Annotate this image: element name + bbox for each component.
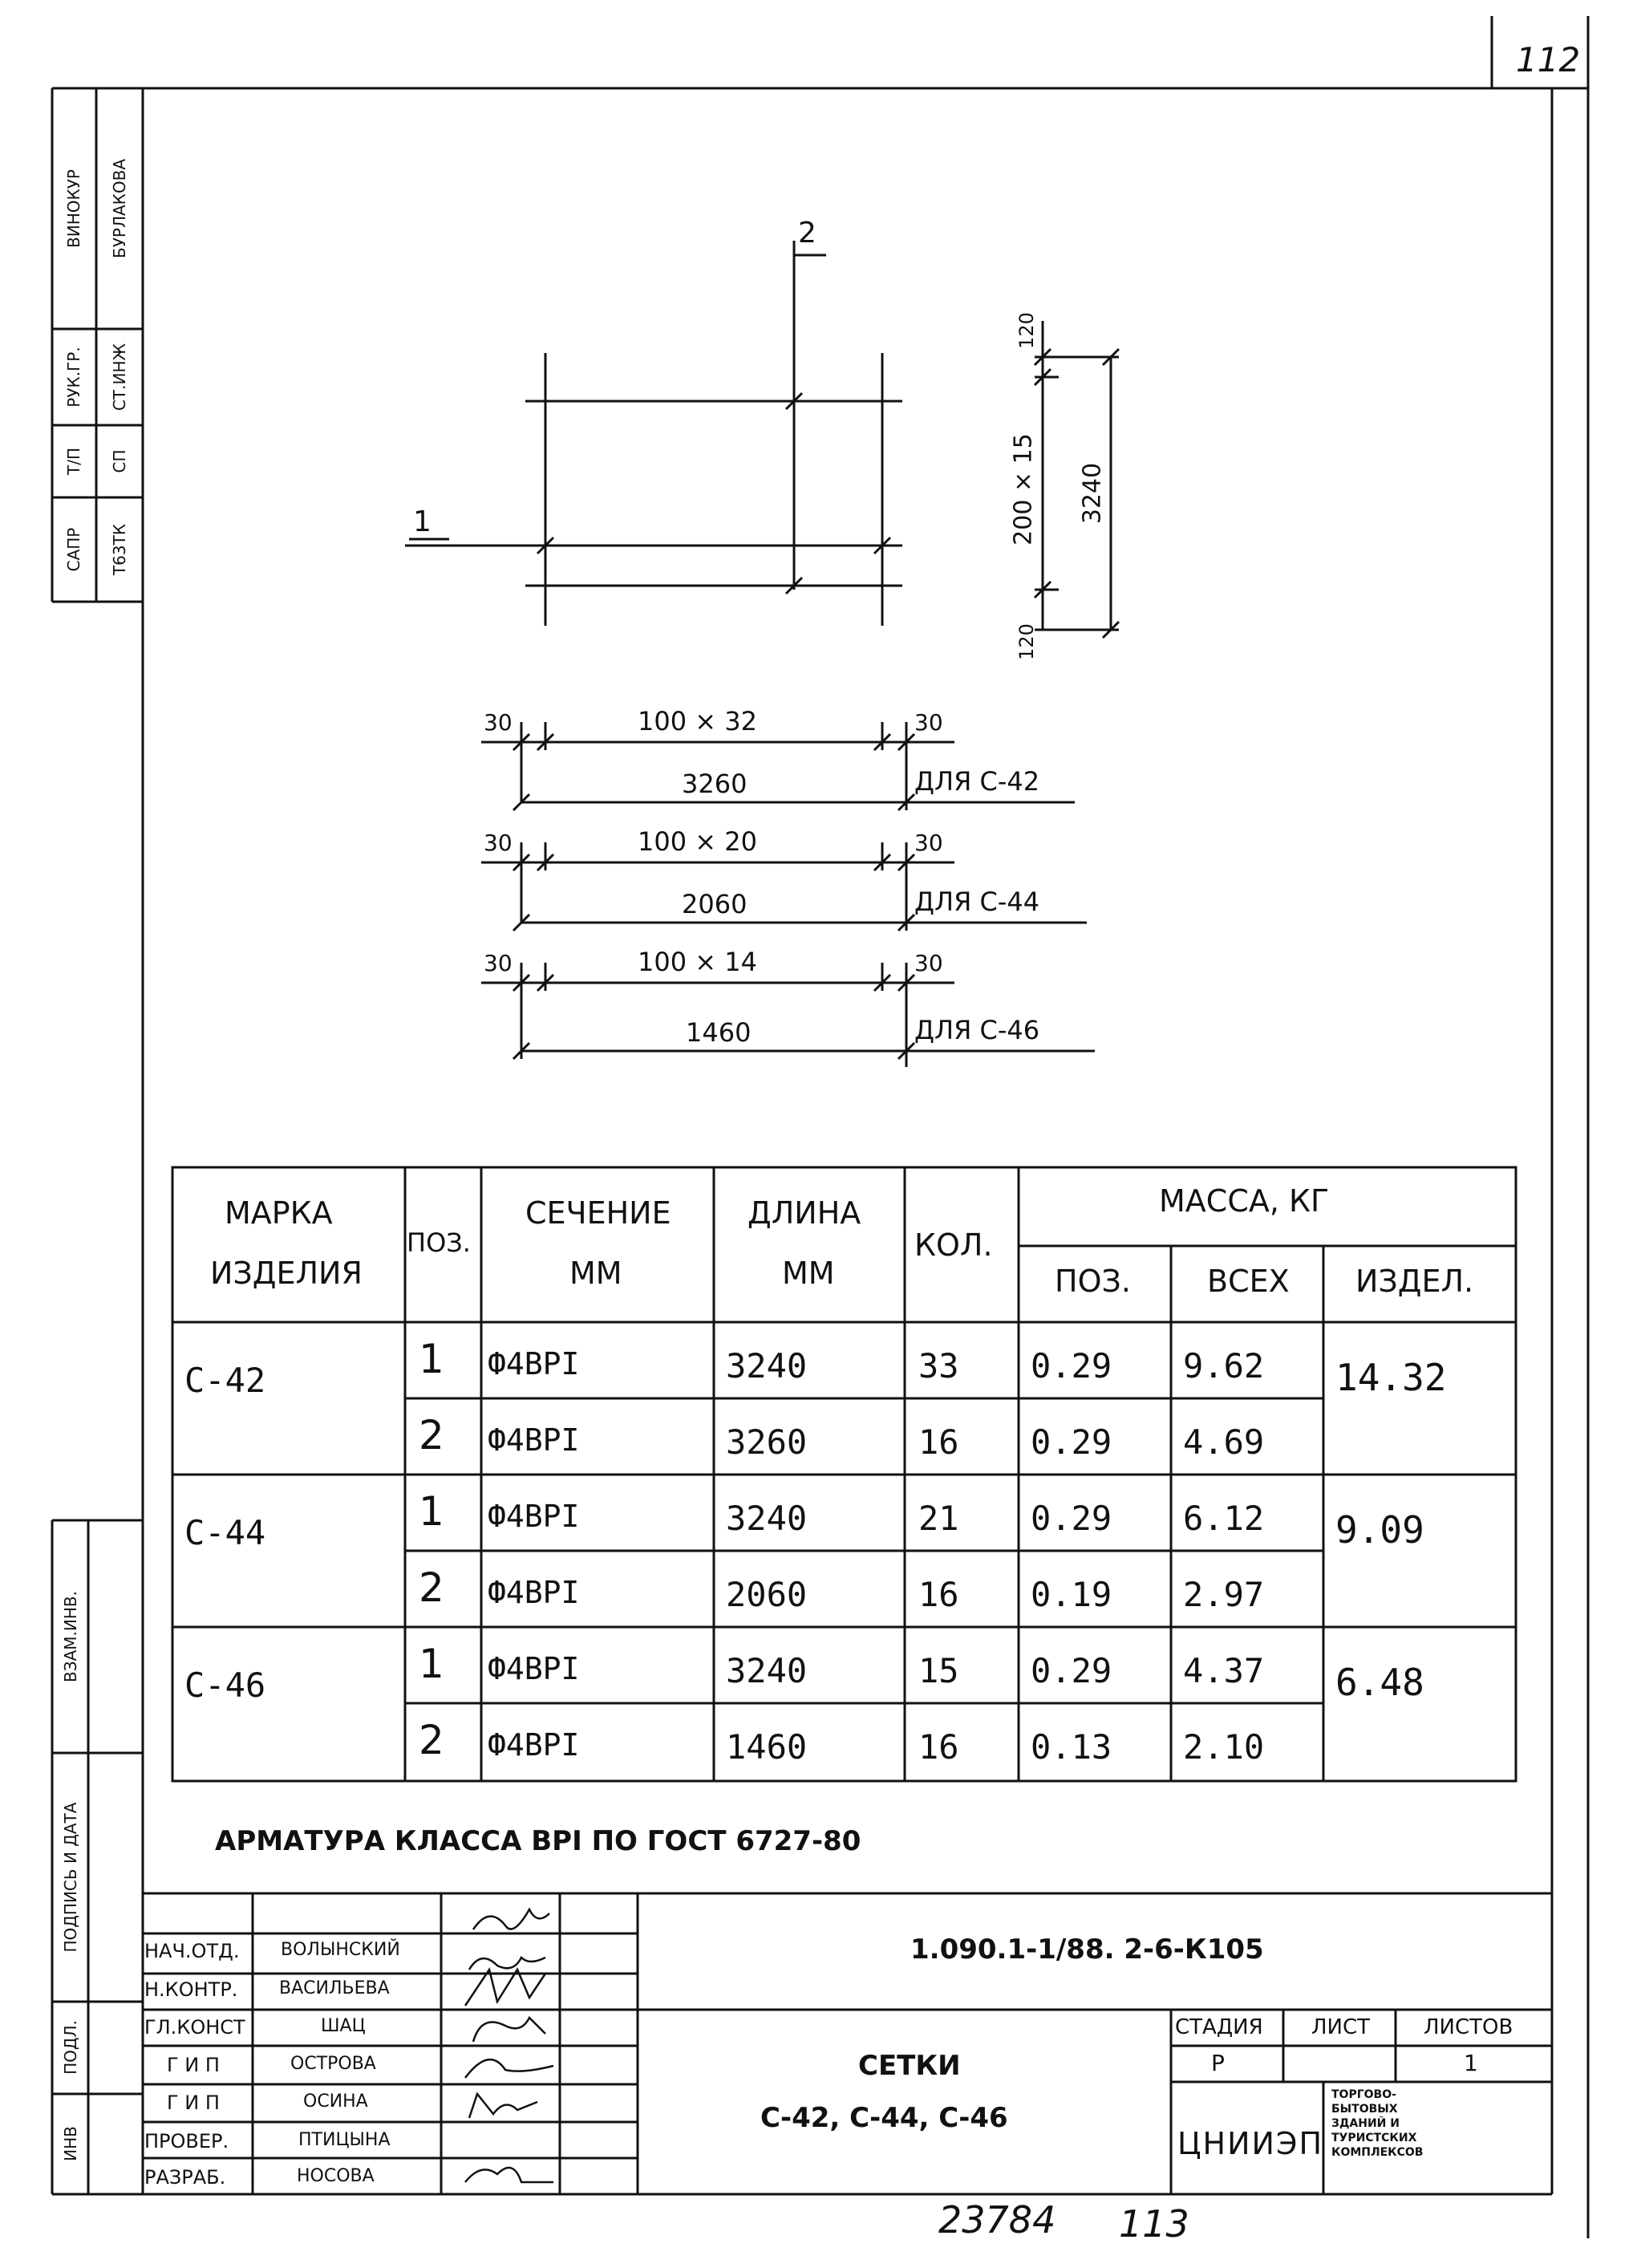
horiz-dim-3-note: ДЛЯ С-46 bbox=[914, 1015, 1040, 1045]
person-name: НОСОВА bbox=[297, 2166, 375, 2186]
stamp-vinokur: ВИНОКУР bbox=[64, 169, 83, 248]
header-section-2: ММ bbox=[569, 1256, 622, 1291]
horiz-dim-3-total: 1460 bbox=[686, 1017, 752, 1048]
header-mark-2: ИЗДЕЛИЯ bbox=[210, 1256, 363, 1291]
table-cell-pos: 1 bbox=[419, 1336, 444, 1382]
horiz-dim-1-total: 3260 bbox=[682, 769, 748, 799]
stamp-inv: ИНВ bbox=[61, 2126, 80, 2161]
horiz-dim-1-left: 30 bbox=[484, 709, 513, 736]
org-desc-line: ТУРИСТСКИХ bbox=[1331, 2132, 1417, 2144]
reinforcement-note: АРМАТУРА КЛАССА ВРI ПО ГОСТ 6727-80 bbox=[215, 1825, 861, 1857]
horiz-dim-2-spacing: 100 × 20 bbox=[638, 826, 757, 857]
person-name: ВАСИЛЬЕВА bbox=[279, 1978, 390, 1998]
role-label: Г И П bbox=[167, 2092, 220, 2114]
org-desc-line: КОМПЛЕКСОВ bbox=[1331, 2146, 1424, 2159]
table-group-item-mass: 14.32 bbox=[1335, 1356, 1447, 1399]
horiz-dim-2-left: 30 bbox=[484, 830, 513, 856]
horiz-dim-3-right: 30 bbox=[914, 950, 943, 976]
header-qty: КОЛ. bbox=[914, 1227, 993, 1263]
drawing-title-1: СЕТКИ bbox=[858, 2050, 961, 2082]
sheets-value: 1 bbox=[1464, 2050, 1478, 2076]
table-cell-length: 3260 bbox=[726, 1422, 808, 1462]
person-name: ОСТРОВА bbox=[290, 2054, 376, 2074]
organization-description bbox=[1331, 2087, 1423, 2160]
table-cell-qty: 15 bbox=[918, 1651, 959, 1690]
stamp-podl: ПОДЛ. bbox=[61, 2020, 80, 2075]
horiz-dim-3-left: 30 bbox=[484, 950, 513, 976]
inventory-number: 23784 bbox=[938, 2198, 1056, 2242]
role-label: ПРОВЕР. bbox=[144, 2130, 229, 2152]
table-cell-section: Ф4ВРI bbox=[488, 1575, 580, 1610]
header-mark-1: МАРКА bbox=[225, 1195, 333, 1231]
table-group-item-mass: 6.48 bbox=[1335, 1661, 1424, 1704]
table-cell-section: Ф4ВРI bbox=[488, 1499, 580, 1534]
table-cell-mass-pos: 0.29 bbox=[1031, 1499, 1112, 1538]
sheet-number: 112 bbox=[1516, 40, 1581, 79]
table-cell-mass-all: 2.10 bbox=[1183, 1727, 1265, 1767]
header-mass: МАССА, КГ bbox=[1159, 1183, 1330, 1219]
table-cell-mass-pos: 0.29 bbox=[1031, 1651, 1112, 1690]
table-group-mark: С-46 bbox=[184, 1665, 266, 1705]
person-name: ПТИЦЫНА bbox=[298, 2130, 391, 2150]
table-cell-pos: 1 bbox=[419, 1488, 444, 1535]
role-label: Г И П bbox=[167, 2054, 220, 2076]
table-cell-section: Ф4ВРI bbox=[488, 1422, 580, 1458]
role-label: РАЗРАБ. bbox=[144, 2166, 226, 2189]
horiz-dim-3-spacing: 100 × 14 bbox=[638, 947, 757, 977]
header-length-1: ДЛИНА bbox=[748, 1195, 861, 1231]
position-1-label: 1 bbox=[413, 505, 432, 538]
vert-dim-bottom: 120 bbox=[1015, 623, 1038, 660]
drawing-title-2: С-42, С-44, С-46 bbox=[760, 2102, 1008, 2134]
table-cell-section: Ф4ВРI bbox=[488, 1346, 580, 1381]
table-cell-mass-all: 4.37 bbox=[1183, 1651, 1265, 1690]
header-section-1: СЕЧЕНИЕ bbox=[525, 1195, 671, 1231]
person-name: ВОЛЫНСКИЙ bbox=[281, 1940, 400, 1960]
org-desc-line: ЗДАНИЙ И bbox=[1331, 2117, 1400, 2130]
stage-label: СТАДИЯ bbox=[1175, 2015, 1263, 2039]
organization-name: ЦНИИЭП bbox=[1177, 2126, 1324, 2161]
table-cell-section: Ф4ВРI bbox=[488, 1727, 580, 1763]
header-mass-item: ИЗДЕЛ. bbox=[1355, 1264, 1474, 1299]
table-cell-mass-pos: 0.29 bbox=[1031, 1346, 1112, 1386]
horiz-dim-2-total: 2060 bbox=[682, 889, 748, 919]
table-cell-mass-all: 9.62 bbox=[1183, 1346, 1265, 1386]
table-group-mark: С-42 bbox=[184, 1361, 266, 1400]
horiz-dim-1-spacing: 100 × 32 bbox=[638, 706, 757, 736]
header-length-2: ММ bbox=[782, 1256, 835, 1291]
table-cell-pos: 2 bbox=[419, 1564, 444, 1611]
table-cell-mass-pos: 0.19 bbox=[1031, 1575, 1112, 1614]
header-mass-pos: ПОЗ. bbox=[1055, 1264, 1131, 1299]
table-group-mark: С-44 bbox=[184, 1513, 266, 1552]
table-cell-section: Ф4ВРI bbox=[488, 1651, 580, 1686]
table-cell-qty: 16 bbox=[918, 1422, 959, 1462]
horiz-dim-2-note: ДЛЯ С-44 bbox=[914, 887, 1040, 917]
table-cell-qty: 21 bbox=[918, 1499, 959, 1538]
sheets-label: ЛИСТОВ bbox=[1424, 2015, 1513, 2039]
position-2-label: 2 bbox=[798, 217, 816, 250]
table-cell-length: 2060 bbox=[726, 1575, 808, 1614]
table-cell-mass-all: 4.69 bbox=[1183, 1422, 1265, 1462]
table-cell-qty: 33 bbox=[918, 1346, 959, 1386]
stamp-st-inzh: СТ.ИНЖ bbox=[110, 343, 129, 412]
table-cell-length: 3240 bbox=[726, 1651, 808, 1690]
header-mass-all: ВСЕХ bbox=[1207, 1264, 1290, 1299]
table-cell-pos: 1 bbox=[419, 1641, 444, 1687]
stamp-ruk-gr: РУК.ГР. bbox=[64, 347, 83, 408]
table-cell-length: 1460 bbox=[726, 1727, 808, 1767]
role-label: НАЧ.ОТД. bbox=[144, 1940, 240, 1962]
person-name: ШАЦ bbox=[321, 2016, 366, 2036]
table-cell-qty: 16 bbox=[918, 1727, 959, 1767]
org-desc-line: БЫТОВЫХ bbox=[1331, 2103, 1398, 2116]
table-cell-pos: 2 bbox=[419, 1717, 444, 1763]
table-group-item-mass: 9.09 bbox=[1335, 1508, 1424, 1552]
stamp-burlakova: БУРЛАКОВА bbox=[110, 158, 129, 259]
stamp-sp: СП bbox=[110, 449, 129, 473]
table-cell-pos: 2 bbox=[419, 1412, 444, 1459]
stamp-podpis-data: ПОДПИСЬ И ДАТА bbox=[61, 1802, 80, 1953]
header-pos: ПОЗ. bbox=[407, 1227, 471, 1258]
vert-dim-middle: 200 × 15 bbox=[1009, 433, 1038, 546]
vert-dim-top: 120 bbox=[1015, 312, 1038, 349]
person-name: ОСИНА bbox=[303, 2092, 368, 2112]
page-number-handwritten: 113 bbox=[1119, 2202, 1189, 2246]
stamp-tp: Т/П bbox=[64, 448, 83, 475]
table-cell-mass-all: 6.12 bbox=[1183, 1499, 1265, 1538]
stage-value: Р bbox=[1211, 2050, 1225, 2076]
stamp-vzam-inv: ВЗАМ.ИНВ. bbox=[61, 1591, 80, 1682]
role-label: Н.КОНТР. bbox=[144, 1978, 238, 2001]
stamp-sapr: САПР bbox=[64, 527, 83, 572]
table-cell-length: 3240 bbox=[726, 1346, 808, 1386]
table-cell-length: 3240 bbox=[726, 1499, 808, 1538]
document-code: 1.090.1-1/88. 2-6-К105 bbox=[910, 1933, 1264, 1966]
horiz-dim-1-right: 30 bbox=[914, 709, 943, 736]
role-label: ГЛ.КОНСТ bbox=[144, 2016, 245, 2039]
table-cell-mass-all: 2.97 bbox=[1183, 1575, 1265, 1614]
sheet-label: ЛИСТ bbox=[1311, 2015, 1371, 2039]
horiz-dim-1-note: ДЛЯ С-42 bbox=[914, 766, 1040, 797]
table-cell-mass-pos: 0.13 bbox=[1031, 1727, 1112, 1767]
table-cell-mass-pos: 0.29 bbox=[1031, 1422, 1112, 1462]
stamp-t63tk: Т63ТК bbox=[110, 523, 129, 576]
table-cell-qty: 16 bbox=[918, 1575, 959, 1614]
horiz-dim-2-right: 30 bbox=[914, 830, 943, 856]
vert-dim-total: 3240 bbox=[1078, 462, 1107, 525]
org-desc-line: ТОРГОВО- bbox=[1331, 2088, 1396, 2101]
